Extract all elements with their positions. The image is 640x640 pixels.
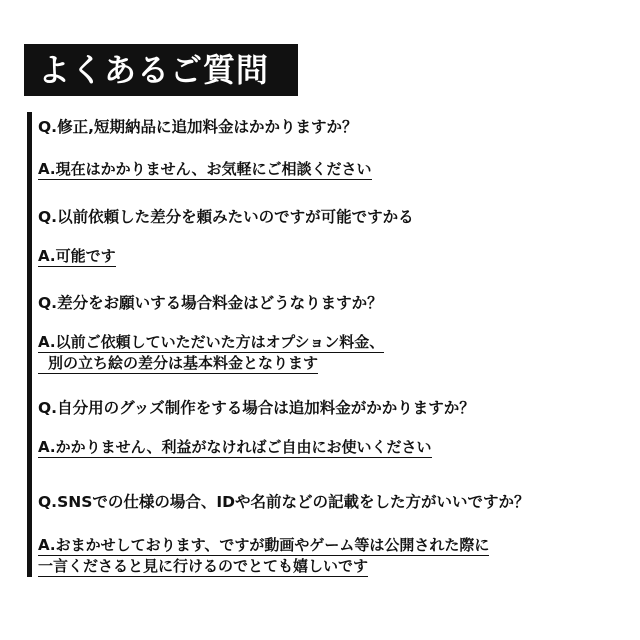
faq-answer-line: A.かかりません、利益がなければご自由にお使いください <box>38 438 432 456</box>
faq-answer <box>38 247 116 267</box>
faq-answer-line: A.可能です <box>38 247 116 265</box>
faq-list <box>38 0 634 640</box>
faq-question: Q.以前依頼した差分を頼みたいのですが可能ですかる <box>38 208 414 226</box>
faq-answer <box>38 333 384 353</box>
faq-answer-line: 一言くださると見に行けるのでとても嬉しいです <box>38 557 369 575</box>
faq-answer-line: 別の立ち絵の差分は基本料金となります <box>38 354 318 374</box>
faq-answer-line: A.おまかせしております、ですが動画やゲーム等は公開された際に <box>38 536 490 554</box>
page-title: よくあるご質問 <box>24 44 298 96</box>
faq-question: Q.差分をお願いする場合料金はどうなりますか？ <box>38 294 383 312</box>
faq-answer <box>38 160 372 180</box>
faq-answer-line: A.現在はかかりません、お気軽にご相談ください <box>38 160 372 178</box>
faq-answer <box>38 557 368 577</box>
faq-question: Q.SNSでの仕様の場合、IDや名前などの記載をした方がいいですか？ <box>38 493 530 511</box>
faq-answer <box>38 354 318 374</box>
faq-answer-line: A.以前ご依頼していただいた方はオプション料金、 <box>38 333 385 351</box>
faq-question: Q.自分用のグッズ制作をする場合は追加料金がかかりますか？ <box>38 399 475 417</box>
faq-question: Q.修正,短期納品に追加料金はかかりますか？ <box>38 118 358 136</box>
faq-answer <box>38 536 489 556</box>
faq-side-bar <box>27 112 32 577</box>
faq-answer <box>38 438 432 458</box>
